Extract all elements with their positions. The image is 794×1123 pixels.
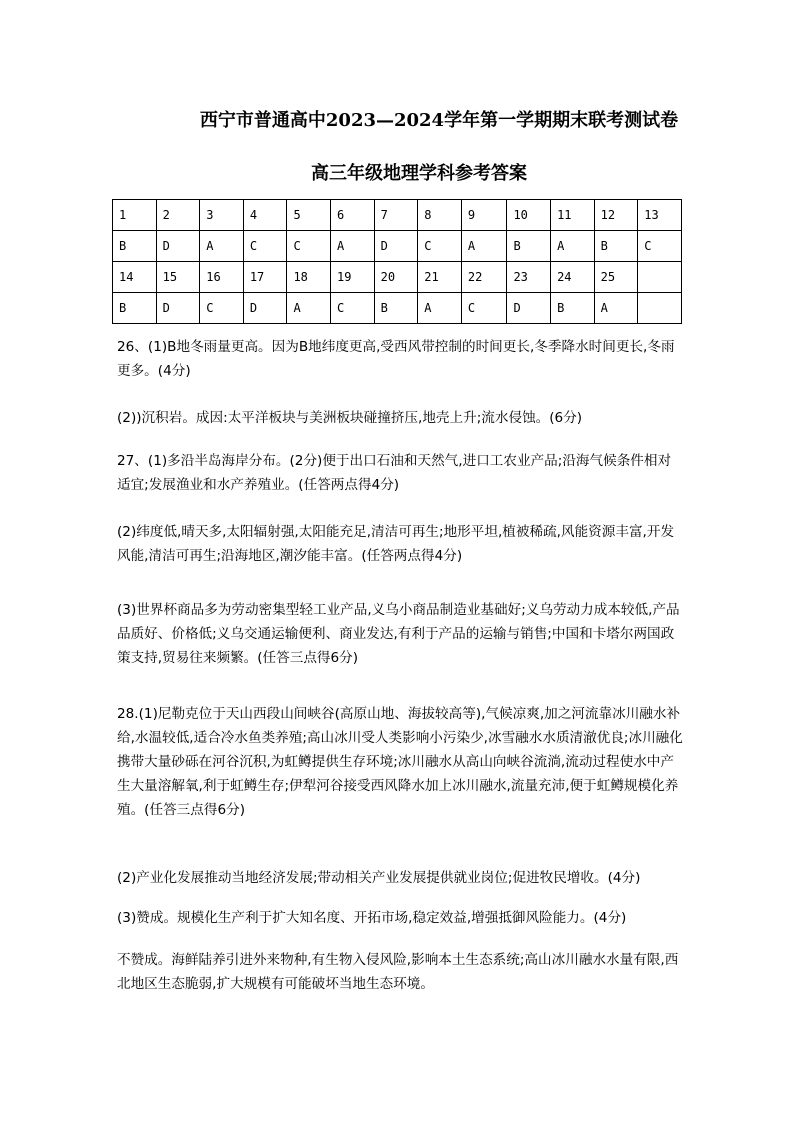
question-number-cell: 2 [156, 200, 200, 231]
answer-letter-cell: C [418, 231, 462, 262]
answer-letter-cell: B [507, 231, 551, 262]
answer-letter-cell: C [287, 231, 331, 262]
question-number-cell: 6 [331, 200, 375, 231]
answer-q28-part2: (2)产业化发展推动当地经济发展;带动相关产业发展提供就业岗位;促进牧民增收。(4分) [117, 870, 641, 886]
answer-letter-cell: D [374, 231, 418, 262]
question-number-cell: 9 [461, 200, 507, 231]
answer-letter-cell: A [461, 231, 507, 262]
table-row-numbers-1 [113, 200, 682, 231]
answer-letter-cell: B [594, 231, 638, 262]
answer-letter-cell: C [638, 231, 682, 262]
question-number-cell: 3 [200, 200, 244, 231]
table-row-answers-2 [113, 293, 682, 324]
question-number-cell: 25 [594, 262, 638, 293]
answer-q27-part3: (3)世界杯商品多为劳动密集型轻工业产品,义乌小商品制造业基础好;义乌劳动力成本较低,产品品质好、价格低;义乌交通运输便利、商业发达,有利于产品的运输与销售;中国和卡塔尔两国政策支持,贸易往来频繁。(任答三点得6分) [117, 602, 680, 666]
answer-q28-part3-agree: (3)赞成。规模化生产利于扩大知名度、开拓市场,稳定效益,增强抵御风险能力。(4分) [117, 910, 627, 926]
answer-letter-cell: B [113, 293, 157, 324]
question-number-cell: 22 [461, 262, 507, 293]
question-number-cell: 12 [594, 200, 638, 231]
answer-q26-part2: (2))沉积岩。成因:太平洋板块与美洲板块碰撞挤压,地壳上升;流水侵蚀。(6分) [117, 410, 583, 426]
answer-q27-part1: 27、(1)多沿半岛海岸分布。(2分)便于出口石油和天然气,进口工农业产品;沿海气候条件相对适宜;发展渔业和水产养殖业。(任答两点得4分) [117, 453, 672, 493]
answer-letter-cell: B [374, 293, 418, 324]
question-number-cell: 8 [418, 200, 462, 231]
question-number-cell: 11 [551, 200, 595, 231]
answer-letter-cell: A [418, 293, 462, 324]
answer-letter-cell: C [243, 231, 287, 262]
answer-q27-part2: (2)纬度低,晴天多,太阳辐射强,太阳能充足,清洁可再生;地形平坦,植被稀疏,风能资源丰富,开发风能,清洁可再生;沿海地区,潮汐能丰富。(任答两点得4分) [117, 524, 675, 564]
question-number-cell: 7 [374, 200, 418, 231]
question-number-cell: 5 [287, 200, 331, 231]
answer-q28-part1: 28.(1)尼勒克位于天山西段山间峡谷(高原山地、海拔较高等),气候凉爽,加之河流靠冰川融水补给,水温较低,适合冷水鱼类养殖;高山冰川受人类影响小污染少,冰雪融水水质清澈优良;冰川融化携带大量砂砾在河谷沉积,为虹鳟提供生存环境;冰川融水从高山向峡谷流淌,流动过程使水中产生大量溶解氧,利于虹鳟生存;伊犁河谷接受西风降水加上冰川融水,流量充沛,便于虹鳟规模化养殖。(任答三点得6分) [117, 706, 683, 818]
answer-letter-cell: B [551, 293, 595, 324]
answer-key-subtitle: 高三年级地理学科参考答案 [311, 163, 527, 184]
answer-letter-cell [638, 293, 682, 324]
answer-q28-part3-disagree: 不赞成。海鲜陆养引进外来物种,有生物入侵风险,影响本土生态系统;高山冰川融水水量有限,西北地区生态脆弱,扩大规模有可能破坏当地生态环境。 [117, 952, 679, 992]
question-number-cell: 13 [638, 200, 682, 231]
exam-title: 西宁市普通高中2023—2024学年第一学期期末联考测试卷 [199, 110, 679, 131]
answer-letter-cell: A [551, 231, 595, 262]
answer-letter-cell: C [461, 293, 507, 324]
answer-q26-part1: 26、(1)B地冬雨量更高。因为B地纬度更高,受西风带控制的时间更长,冬季降水时间更长,冬雨更多。(4分) [117, 339, 675, 379]
question-number-cell: 20 [374, 262, 418, 293]
question-number-cell: 21 [418, 262, 462, 293]
answer-letter-cell: D [156, 231, 200, 262]
question-number-cell: 15 [156, 262, 200, 293]
question-number-cell: 17 [243, 262, 287, 293]
question-number-cell: 23 [507, 262, 551, 293]
question-number-cell: 14 [113, 262, 157, 293]
question-number-cell: 10 [507, 200, 551, 231]
answer-letter-cell: B [113, 231, 157, 262]
question-number-cell: 4 [243, 200, 287, 231]
multiple-choice-answer-table [112, 199, 682, 324]
answer-letter-cell: A [331, 231, 375, 262]
answer-letter-cell: C [200, 293, 244, 324]
answer-letter-cell: A [200, 231, 244, 262]
answer-letter-cell: D [156, 293, 200, 324]
table-row-answers-1 [113, 231, 682, 262]
question-number-cell: 18 [287, 262, 331, 293]
question-number-cell [638, 262, 682, 293]
question-number-cell: 19 [331, 262, 375, 293]
answer-letter-cell: D [507, 293, 551, 324]
question-number-cell: 1 [113, 200, 157, 231]
answer-letter-cell: A [594, 293, 638, 324]
table-row-numbers-2 [113, 262, 682, 293]
answer-letter-cell: D [243, 293, 287, 324]
question-number-cell: 24 [551, 262, 595, 293]
answer-letter-cell: C [331, 293, 375, 324]
question-number-cell: 16 [200, 262, 244, 293]
answer-letter-cell: A [287, 293, 331, 324]
